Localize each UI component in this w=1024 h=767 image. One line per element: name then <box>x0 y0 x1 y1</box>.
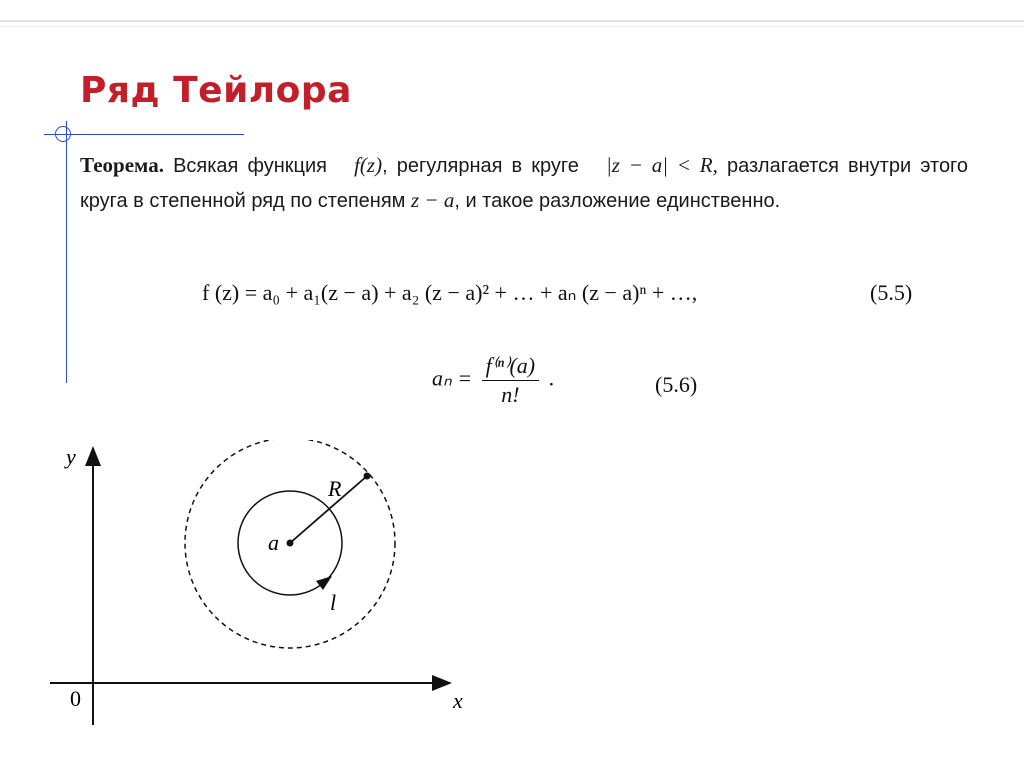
formula-5-6 <box>432 352 554 409</box>
radius-label: R <box>328 476 342 501</box>
decor-circle-icon <box>55 126 71 142</box>
theorem-text-part1: Всякая функция <box>173 155 327 177</box>
contour-label: l <box>330 590 337 615</box>
radius-end-point <box>364 473 371 480</box>
formula-5-6-numerator: f⁽ⁿ⁾(a) <box>482 352 540 381</box>
center-point <box>287 540 294 547</box>
top-rule <box>0 20 1024 22</box>
formula-5-6-denominator: n! <box>501 382 520 407</box>
formula-5-5: f (z) = a₀ + a₁(z − a) + a₂ (z − a)² + … + aₙ (z − a)ⁿ + …, <box>202 280 698 305</box>
theorem-label: Теорема. <box>80 153 164 177</box>
decor-vertical-line <box>66 121 67 383</box>
theorem-inequality: < R, <box>668 153 718 177</box>
formula-5-6-lhs: aₙ = <box>432 365 473 391</box>
equation-number-5-5: (5.5) <box>870 280 913 305</box>
equation-number-5-6: (5.6) <box>655 372 698 397</box>
origin-label: 0 <box>70 686 81 711</box>
theorem-abs: |z − a| <box>606 153 668 177</box>
center-label: a <box>268 530 279 555</box>
taylor-circle-diagram <box>40 440 500 730</box>
contour-direction-arrow <box>316 576 332 590</box>
formula-5-6-tail: . <box>548 365 555 391</box>
theorem-text-part3: разлагается внутри этого круга в степенной ряд по степеням <box>80 155 969 212</box>
slide-title: Ряд Тейлора <box>80 70 352 111</box>
top-rule-thin <box>0 26 1024 27</box>
theorem-text <box>80 148 968 218</box>
theorem-text-part2: , регулярная в круге <box>382 155 579 177</box>
theorem-function: f(z) <box>354 153 383 177</box>
y-axis-label: y <box>66 444 76 469</box>
x-axis-label: x <box>453 688 463 713</box>
decor-horizontal-line <box>44 134 244 135</box>
formula-5-6-fraction <box>482 352 540 409</box>
theorem-power: z − a <box>410 188 455 212</box>
theorem-text-part4: , и такое разложение единственно. <box>454 190 781 212</box>
